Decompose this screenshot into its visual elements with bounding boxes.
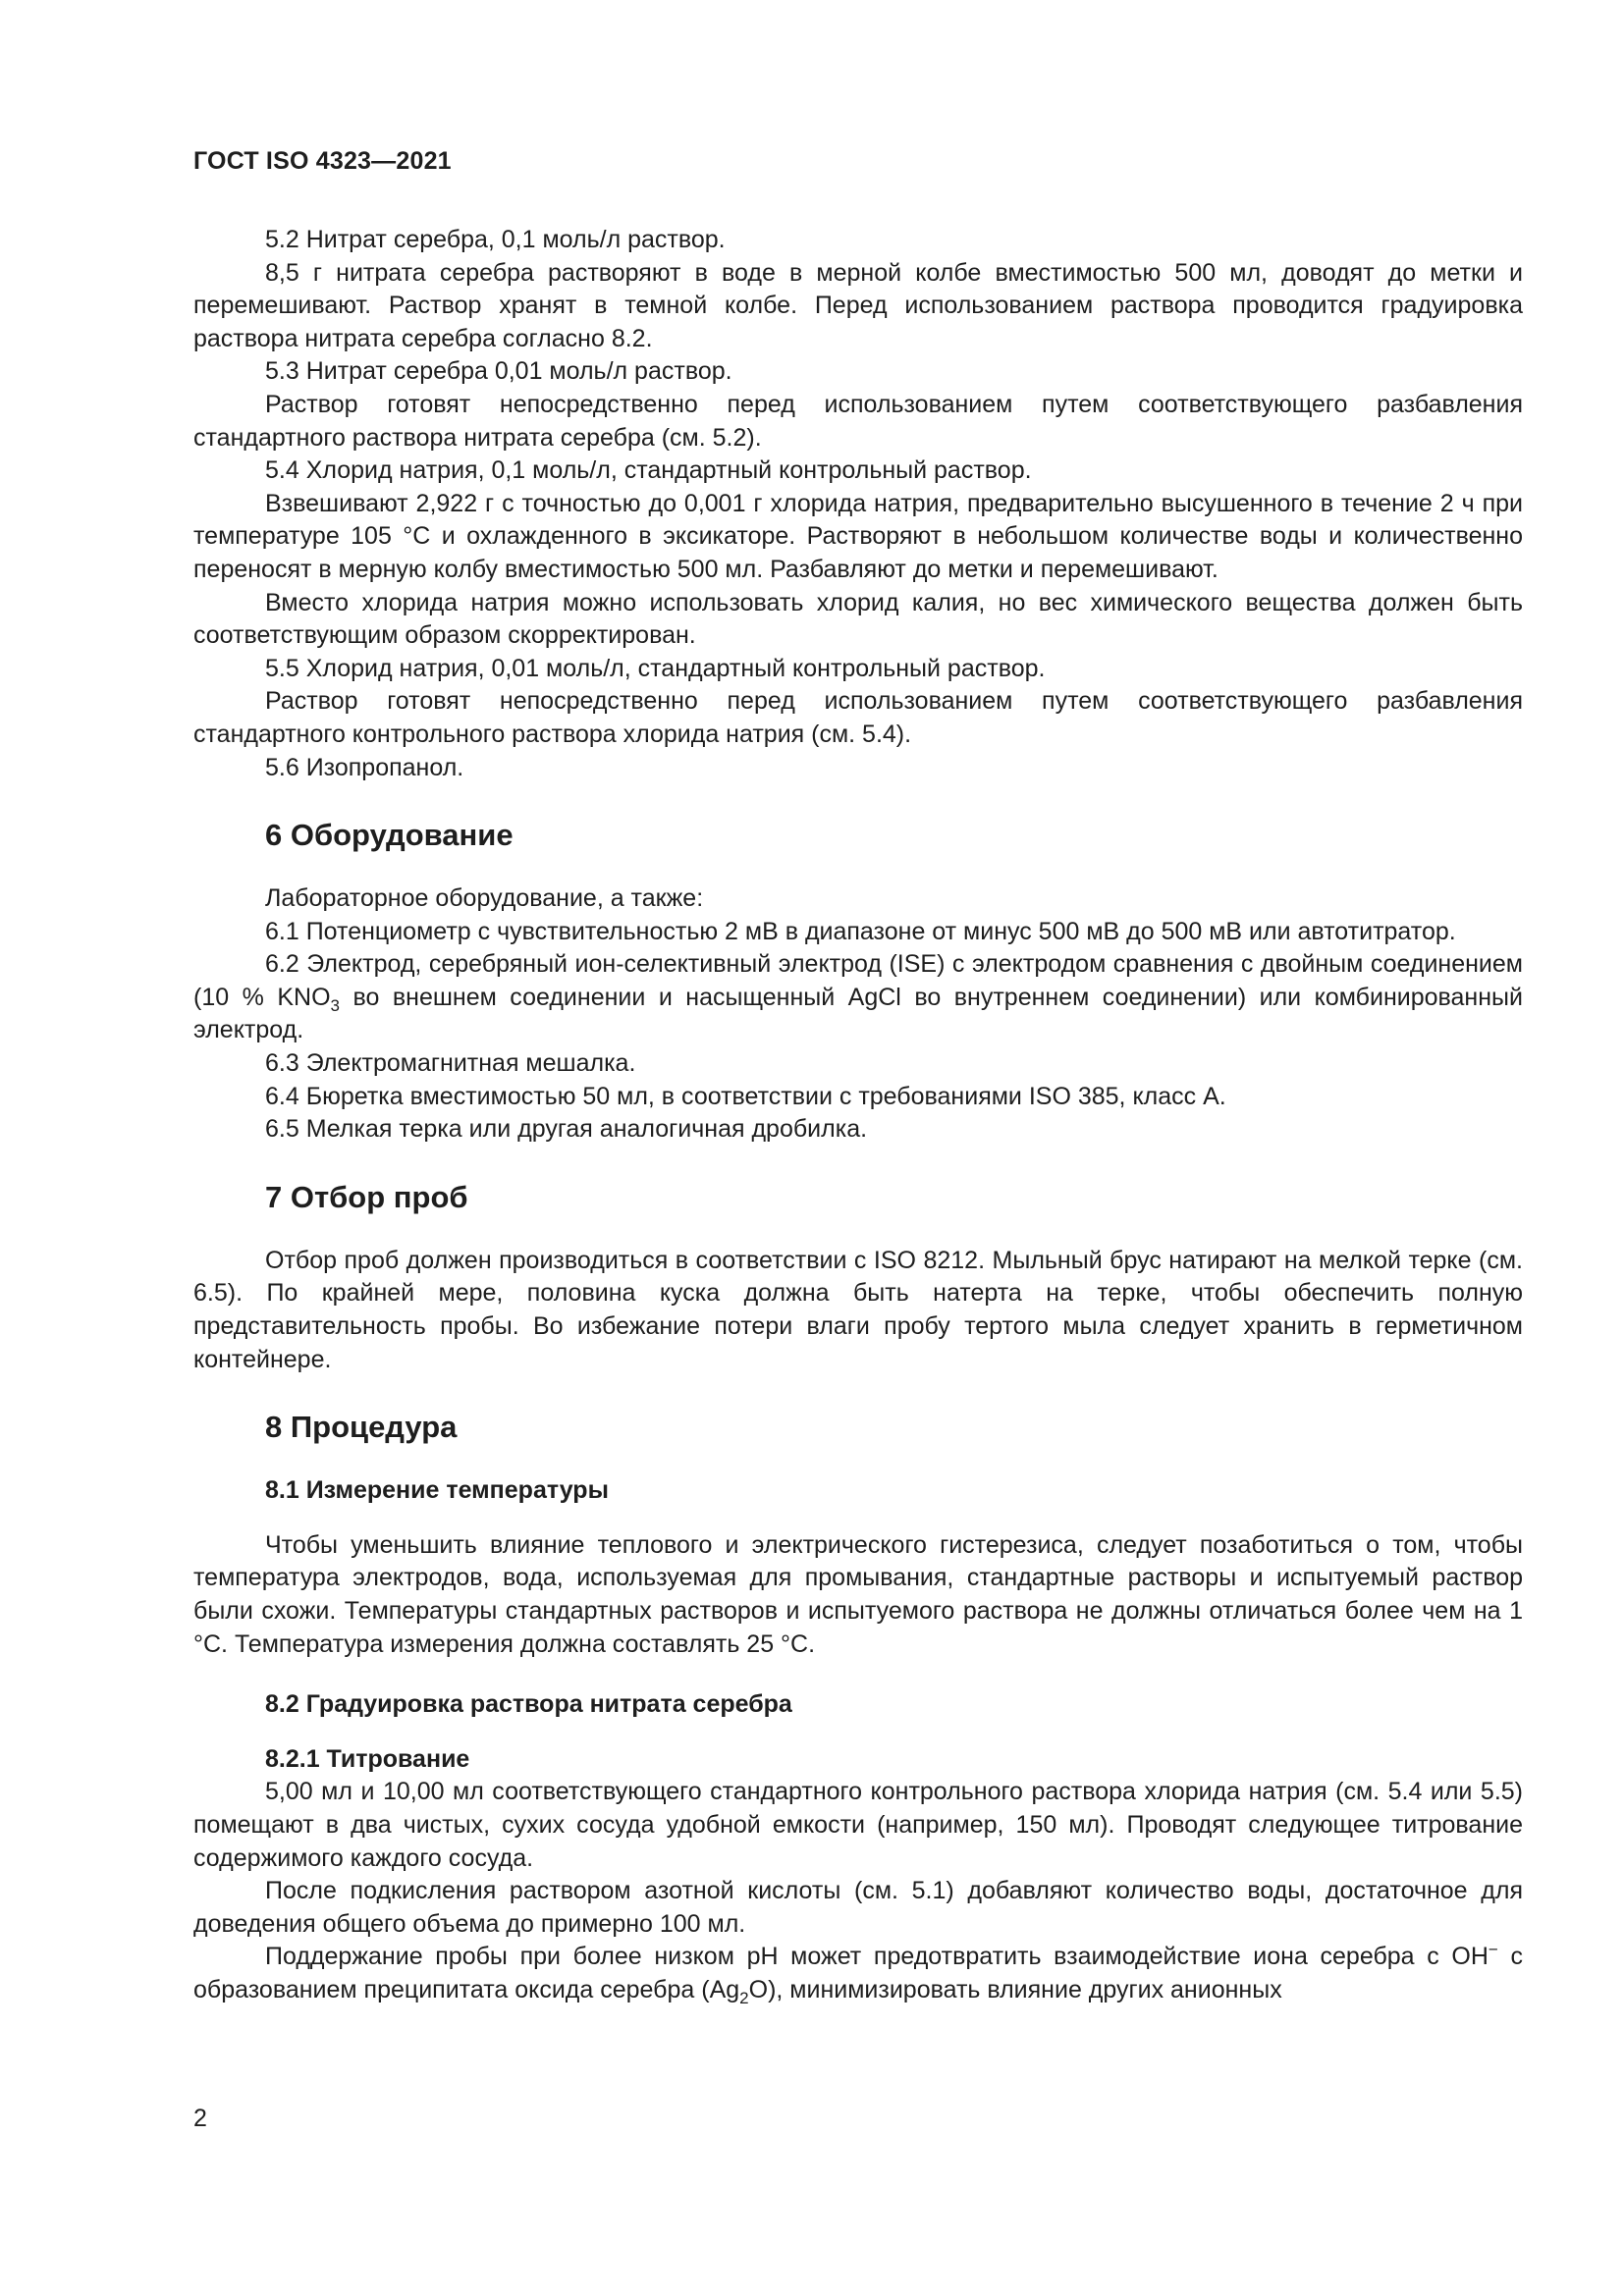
- section-7-heading: 7 Отбор проб: [265, 1179, 468, 1214]
- clause-8-2-1-c-part1: Поддержание пробы при более низком рН может предотвратить взаимодействие иона серебра с ОН: [265, 1943, 1489, 1971]
- clause-5-2-text: 8,5 г нитрата серебра растворяют в воде в мерной колбе вместимостью 500 мл, доводят до метки и перемешивают. Раствор хранят в темной колбе. Перед использованием раствора проводится градуировка раствора нитрата серебра согласно 8.2.: [193, 258, 1523, 352]
- clause-8-2-1-c-superscript: −: [1488, 1941, 1498, 1960]
- clause-6-2-subscript: 3: [330, 995, 340, 1015]
- clause-8-1-text: Чтобы уменьшить влияние теплового и электрического гистерезиса, следует позаботиться о том, чтобы температура электродов, вода, используемая для промывания, стандартные растворы и испытуемый раствор были схожи. Температуры стандартных растворов и испытуемого раствора не должны отличаться более чем на 1 °С. Температура измерения должна составлять 25 °С.: [193, 1530, 1523, 1658]
- clause-5-4-title: 5.4 Хлорид натрия, 0,1 моль/л, стандартный контрольный раствор.: [265, 456, 1032, 485]
- clause-5-5-title: 5.5 Хлорид натрия, 0,01 моль/л, стандартный контрольный раствор.: [265, 654, 1046, 682]
- clause-8-2-1-c-part3: O), минимизировать влияние других анионных: [748, 1975, 1282, 2003]
- clause-5-4-text: Взвешивают 2,922 г с точностью до 0,001 г хлорида натрия, предварительно высушенного в течение 2 ч при температуре 105 °С и охлажденного в эксикаторе. Растворяют в небольшом количестве воды и количественно переносят в мерную колбу вместимостью 500 мл. Разбавляют до метки и перемешивают.: [193, 489, 1523, 583]
- section-6-intro: Лабораторное оборудование, а также:: [265, 884, 704, 913]
- clause-6-2: [193, 948, 1523, 1047]
- clause-8-2-1-text-c: [193, 1941, 1523, 2006]
- clause-6-5: 6.5 Мелкая терка или другая аналогичная дробилка.: [265, 1115, 868, 1144]
- section-6-heading: 6 Оборудование: [265, 818, 514, 853]
- clause-6-2-part1: 6.2 Электрод, серебряный ион-селективный электрод (ISE) с электродом сравнения с двойным соединением (10 % KNO: [193, 950, 1523, 1011]
- page-number: 2: [193, 2105, 207, 2132]
- clause-5-5-text: Раствор готовят непосредственно перед использованием путем соответствующего разбавления стандартного контрольного раствора хлорида натрия (см. 5.4).: [193, 687, 1523, 748]
- section-8-heading: 8 Процедура: [265, 1410, 458, 1445]
- clause-8-2-1-text-b: После подкисления раствором азотной кислоты (см. 5.1) добавляют количество воды, достаточное для доведения общего объема до примерно 100 мл.: [193, 1877, 1523, 1938]
- clause-8-2-1-c-part2: с образованием преципитата оксида серебра (Ag: [193, 1943, 1523, 2003]
- clause-6-3: 6.3 Электромагнитная мешалка.: [265, 1049, 636, 1078]
- clause-6-4: 6.4 Бюретка вместимостью 50 мл, в соответствии с требованиями ISO 385, класс А.: [265, 1082, 1226, 1110]
- section-7-text: Отбор проб должен производиться в соответствии с ISO 8212. Мыльный брус натирают на мелкой терке (см. 6.5). По крайней мере, половина куска должна быть натерта на терке, чтобы обеспечить полную представительность пробы. Во избежание потери влаги пробу тертого мыла следует хранить в герметичном контейнере.: [193, 1246, 1523, 1373]
- clause-5-3-text: Раствор готовят непосредственно перед использованием путем соответствующего разбавления стандартного раствора нитрата серебра (см. 5.2).: [193, 390, 1523, 452]
- clause-5-2-title: 5.2 Нитрат серебра, 0,1 моль/л раствор.: [265, 226, 726, 253]
- clause-6-1: 6.1 Потенциометр с чувствительностью 2 мВ в диапазоне от минус 500 мВ до 500 мВ или автотитратор.: [265, 917, 1456, 945]
- clause-6-2-part2: во внешнем соединении и насыщенный AgCl во внутреннем соединении) или комбинированный электрод.: [193, 983, 1523, 1044]
- subsection-8-1-heading: 8.1 Измерение температуры: [265, 1476, 609, 1505]
- clause-5-4-note: Вместо хлорида натрия можно использовать хлорид калия, но вес химического вещества должен быть соответствующим образом скорректирован.: [193, 588, 1523, 650]
- document-code-header: ГОСТ ISO 4323—2021: [193, 147, 452, 175]
- clause-5-3-title: 5.3 Нитрат серебра 0,01 моль/л раствор.: [265, 357, 732, 386]
- page-content: [193, 224, 1523, 2007]
- clause-5-6-title: 5.6 Изопропанол.: [265, 753, 464, 781]
- subsection-8-2-1-heading: 8.2.1 Титрование: [265, 1744, 470, 1773]
- clause-8-2-1-c-subscript: 2: [739, 1988, 749, 2007]
- clause-8-2-1-text-a: 5,00 мл и 10,00 мл соответствующего стандартного контрольного раствора хлорида натрия (см. 5.4 или 5.5) помещают в два чистых, сухих сосуда удобной емкости (например, 150 мл). Проводят следующее титрование содержимого каждого сосуда.: [193, 1778, 1523, 1872]
- subsection-8-2-heading: 8.2 Градуировка раствора нитрата серебра: [265, 1690, 792, 1719]
